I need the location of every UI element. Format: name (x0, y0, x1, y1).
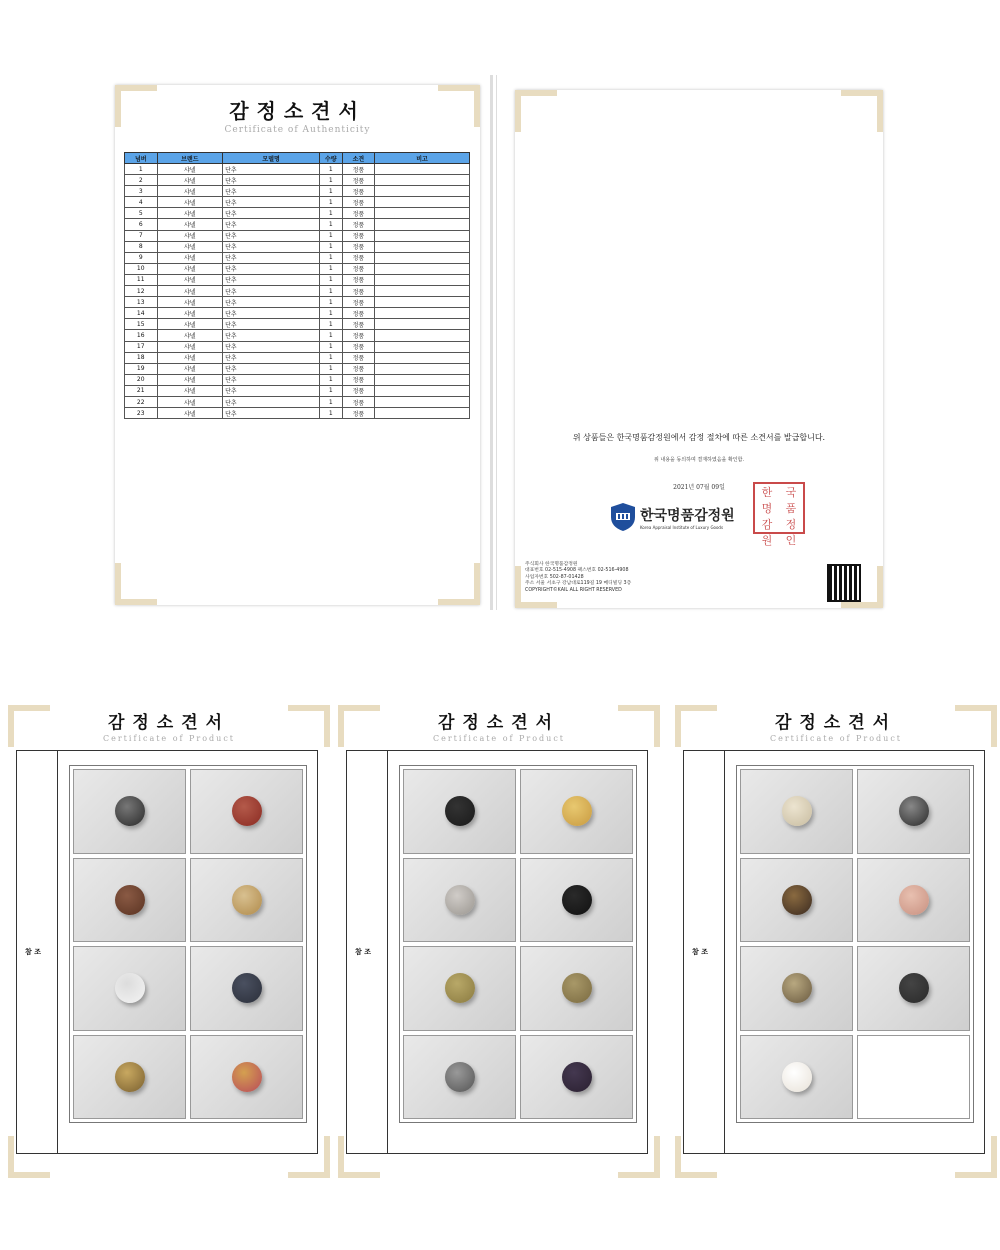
table-cell: 3 (125, 186, 158, 197)
page-subtitle: Certificate of Product (769, 734, 903, 743)
table-cell: 2 (125, 175, 158, 186)
button-item (232, 1062, 262, 1092)
issuance-page (515, 90, 883, 608)
table-cell: 샤넬 (157, 352, 223, 363)
button-item (562, 796, 592, 826)
page-subtitle: Certificate of Authenticity (224, 125, 371, 135)
table-row (125, 164, 470, 175)
side-label: 참 조 (355, 948, 371, 956)
table-cell: 1 (320, 341, 343, 352)
table-cell (375, 241, 470, 252)
photo-grid (69, 765, 307, 1123)
table-cell: 단추 (223, 252, 320, 263)
table-cell: 정품 (342, 374, 374, 385)
button-item (115, 1062, 145, 1092)
table-cell (375, 297, 470, 308)
table-row (125, 297, 470, 308)
product-photo-page (338, 705, 660, 1178)
button-item (115, 796, 145, 826)
table-cell: 샤넬 (157, 396, 223, 407)
corner-ornament (115, 563, 157, 605)
table-cell: 1 (320, 319, 343, 330)
table-cell: 1 (320, 208, 343, 219)
table-cell: 4 (125, 197, 158, 208)
table-cell: 샤넬 (157, 319, 223, 330)
table-cell: 정품 (342, 274, 374, 285)
page-subtitle: Certificate of Product (432, 734, 566, 743)
table-cell: 샤넬 (157, 219, 223, 230)
photo-grid (736, 765, 974, 1123)
table-cell: 샤넬 (157, 297, 223, 308)
table-cell: 단추 (223, 319, 320, 330)
table-cell: 정품 (342, 308, 374, 319)
table-row (125, 241, 470, 252)
table-cell: 1 (320, 374, 343, 385)
table-row (125, 385, 470, 396)
table-cell: 단추 (223, 219, 320, 230)
seal-char: 정 (785, 518, 797, 531)
photo-grid (399, 765, 637, 1123)
table-cell: 1 (320, 352, 343, 363)
table-cell: 18 (125, 352, 158, 363)
table-cell: 단추 (223, 263, 320, 274)
footer-line: 대표번호 02-515-4908 팩스번호 02-516-4908 (525, 568, 629, 574)
table-cell (375, 274, 470, 285)
table-cell: 정품 (342, 286, 374, 297)
table-cell: 1 (320, 241, 343, 252)
table-cell (375, 396, 470, 407)
column-header: 수량 (320, 153, 343, 164)
table-cell: 단추 (223, 230, 320, 241)
column-header: 비고 (375, 153, 470, 164)
button-item (445, 796, 475, 826)
table-cell: 샤넬 (157, 230, 223, 241)
org-name: 한국명품감정원 (640, 507, 735, 524)
issue-date: 2021년 07월 09일 (673, 484, 725, 491)
table-cell: 단추 (223, 175, 320, 186)
table-cell: 1 (320, 308, 343, 319)
table-cell: 정품 (342, 175, 374, 186)
table-cell: 1 (320, 164, 343, 175)
table-cell (375, 341, 470, 352)
table-cell: 단추 (223, 341, 320, 352)
table-cell: 정품 (342, 263, 374, 274)
product-photo (857, 769, 970, 854)
table-cell: 단추 (223, 374, 320, 385)
table-cell: 샤넬 (157, 408, 223, 419)
table-cell: 샤넬 (157, 374, 223, 385)
table-cell: 샤넬 (157, 341, 223, 352)
photo-frame (16, 750, 318, 1154)
official-seal (753, 482, 805, 547)
button-item (899, 973, 929, 1003)
company-footer (525, 562, 631, 594)
table-cell: 13 (125, 297, 158, 308)
side-label: 참 조 (25, 948, 41, 956)
table-cell: 5 (125, 208, 158, 219)
side-label: 참 조 (692, 948, 708, 956)
table-cell (375, 363, 470, 374)
product-photo (190, 946, 303, 1031)
button-item (899, 796, 929, 826)
column-header: 소견 (342, 153, 374, 164)
table-row (125, 374, 470, 385)
table-row (125, 396, 470, 407)
column-header: 모델명 (223, 153, 320, 164)
table-row (125, 175, 470, 186)
table-cell: 단추 (223, 208, 320, 219)
product-photo (520, 858, 633, 943)
table-cell: 샤넬 (157, 274, 223, 285)
button-item (115, 885, 145, 915)
seal-char: 감 (761, 518, 773, 531)
consent-note: 위 내용을 동의하며 결재하였음을 확인함. (653, 457, 745, 463)
table-cell: 22 (125, 396, 158, 407)
table-cell (375, 263, 470, 274)
footer-line: COPYRIGHT©KAIL ALL RIGHT RESERVED (525, 587, 622, 593)
table-cell: 21 (125, 385, 158, 396)
table-cell: 단추 (223, 352, 320, 363)
button-item (562, 885, 592, 915)
table-cell: 1 (320, 408, 343, 419)
product-photo (403, 769, 516, 854)
table-cell (375, 175, 470, 186)
table-cell: 정품 (342, 208, 374, 219)
button-item (445, 1062, 475, 1092)
table-cell: 14 (125, 308, 158, 319)
footer-line: 주소 서울 서초구 강남대로119길 19 메디빌딩 3층 (525, 581, 632, 587)
table-cell: 샤넬 (157, 197, 223, 208)
table-cell: 단추 (223, 330, 320, 341)
product-photo (190, 858, 303, 943)
product-photo (73, 1035, 186, 1120)
button-item (782, 885, 812, 915)
table-cell (375, 319, 470, 330)
column-header: 넘버 (125, 153, 158, 164)
table-cell: 15 (125, 319, 158, 330)
table-cell: 단추 (223, 186, 320, 197)
table-cell: 샤넬 (157, 286, 223, 297)
product-photo (520, 1035, 633, 1120)
button-item (445, 973, 475, 1003)
table-cell: 단추 (223, 197, 320, 208)
table-row (125, 408, 470, 419)
table-cell: 8 (125, 241, 158, 252)
table-cell: 10 (125, 263, 158, 274)
table-cell: 정품 (342, 352, 374, 363)
table-cell: 1 (320, 186, 343, 197)
button-item (115, 973, 145, 1003)
table-cell (375, 286, 470, 297)
product-photo (403, 1035, 516, 1120)
table-cell (375, 374, 470, 385)
table-row (125, 308, 470, 319)
button-item (782, 1062, 812, 1092)
table-cell: 정품 (342, 319, 374, 330)
product-photo (73, 946, 186, 1031)
product-photo (403, 858, 516, 943)
product-photo (73, 769, 186, 854)
table-row (125, 319, 470, 330)
table-cell: 단추 (223, 274, 320, 285)
table-cell: 23 (125, 408, 158, 419)
corner-ornament (438, 563, 480, 605)
footer-line: 사업자번호 502-87-01428 (525, 574, 584, 580)
page-title: 감정소견서 (437, 713, 561, 733)
seal-char: 인 (785, 534, 797, 547)
table-cell: 샤넬 (157, 330, 223, 341)
product-photo (857, 946, 970, 1031)
table-cell: 단추 (223, 408, 320, 419)
issuance-statement: 위 상품들은 한국명품감정원에서 감정 절차에 따른 소견서를 발급합니다. (572, 433, 826, 442)
shield-icon (610, 502, 636, 532)
table-cell (375, 219, 470, 230)
table-row (125, 352, 470, 363)
product-photo (520, 769, 633, 854)
button-item (232, 796, 262, 826)
table-cell: 1 (125, 164, 158, 175)
page-title: 감정소견서 (774, 713, 898, 733)
table-row (125, 286, 470, 297)
photo-frame (346, 750, 648, 1154)
product-photo (190, 1035, 303, 1120)
page-divider (490, 75, 493, 610)
org-name-en: Korea Appraisal Institute of Luxury Goods (640, 524, 724, 530)
button-item (232, 885, 262, 915)
seal-char: 품 (785, 502, 797, 515)
table-cell (375, 208, 470, 219)
table-cell: 샤넬 (157, 385, 223, 396)
table-cell: 1 (320, 175, 343, 186)
table-cell: 정품 (342, 252, 374, 263)
table-cell: 단추 (223, 308, 320, 319)
table-cell: 단추 (223, 241, 320, 252)
table-cell: 정품 (342, 297, 374, 308)
table-cell: 1 (320, 230, 343, 241)
org-logo (610, 502, 735, 532)
product-photo (73, 858, 186, 943)
product-photo (403, 946, 516, 1031)
table-cell (375, 230, 470, 241)
page-title: 감정소견서 (229, 99, 366, 123)
table-cell: 16 (125, 330, 158, 341)
table-cell: 정품 (342, 330, 374, 341)
table-cell: 샤넬 (157, 164, 223, 175)
button-item (899, 885, 929, 915)
table-cell (375, 186, 470, 197)
photo-frame (683, 750, 985, 1154)
table-cell: 7 (125, 230, 158, 241)
table-row (125, 230, 470, 241)
page-subtitle: Certificate of Product (102, 734, 236, 743)
table-row (125, 219, 470, 230)
table-row (125, 208, 470, 219)
table-cell: 1 (320, 385, 343, 396)
table-cell (375, 330, 470, 341)
button-item (782, 796, 812, 826)
table-cell: 샤넬 (157, 208, 223, 219)
table-cell: 12 (125, 286, 158, 297)
table-cell: 17 (125, 341, 158, 352)
table-row (125, 330, 470, 341)
table-cell: 단추 (223, 385, 320, 396)
table-row (125, 252, 470, 263)
table-cell: 단추 (223, 363, 320, 374)
table-row (125, 197, 470, 208)
footer-line: 주식회사 한국명품감정원 (525, 562, 578, 567)
table-cell: 19 (125, 363, 158, 374)
table-cell: 샤넬 (157, 363, 223, 374)
table-cell: 9 (125, 252, 158, 263)
certificate-list-page (115, 85, 480, 605)
product-photo (520, 946, 633, 1031)
table-cell: 정품 (342, 197, 374, 208)
table-cell (375, 308, 470, 319)
button-item (232, 973, 262, 1003)
table-cell: 20 (125, 374, 158, 385)
seal-char: 한 (761, 486, 773, 499)
table-header-row (125, 153, 470, 164)
table-cell: 11 (125, 274, 158, 285)
table-cell (375, 164, 470, 175)
table-cell: 샤넬 (157, 308, 223, 319)
table-cell (375, 408, 470, 419)
table-cell: 정품 (342, 363, 374, 374)
table-cell: 샤넬 (157, 186, 223, 197)
table-cell: 정품 (342, 164, 374, 175)
table-cell: 1 (320, 197, 343, 208)
table-cell: 1 (320, 274, 343, 285)
table-cell: 1 (320, 330, 343, 341)
button-item (562, 1062, 592, 1092)
product-photo (857, 858, 970, 943)
column-header: 브랜드 (157, 153, 223, 164)
product-photo-page (8, 705, 330, 1178)
product-photo-page (675, 705, 997, 1178)
qr-code (827, 564, 861, 602)
empty-photo-slot (857, 1035, 970, 1120)
table-cell: 샤넬 (157, 241, 223, 252)
table-cell: 1 (320, 252, 343, 263)
table-cell: 1 (320, 396, 343, 407)
seal-char: 국 (785, 486, 797, 499)
table-cell: 샤넬 (157, 252, 223, 263)
table-cell: 단추 (223, 297, 320, 308)
table-cell: 정품 (342, 408, 374, 419)
table-cell (375, 252, 470, 263)
product-photo (740, 769, 853, 854)
table-cell: 1 (320, 286, 343, 297)
table-cell: 단추 (223, 164, 320, 175)
table-row (125, 186, 470, 197)
product-photo (740, 946, 853, 1031)
table-cell: 정품 (342, 219, 374, 230)
table-row (125, 263, 470, 274)
table-cell (375, 352, 470, 363)
table-cell (375, 197, 470, 208)
product-photo (190, 769, 303, 854)
button-item (445, 885, 475, 915)
table-cell: 정품 (342, 230, 374, 241)
table-cell: 6 (125, 219, 158, 230)
table-cell: 단추 (223, 286, 320, 297)
table-cell: 정품 (342, 241, 374, 252)
table-cell: 1 (320, 263, 343, 274)
table-cell: 1 (320, 297, 343, 308)
table-cell: 1 (320, 363, 343, 374)
table-cell: 정품 (342, 186, 374, 197)
product-photo (740, 1035, 853, 1120)
corner-ornament (841, 90, 883, 132)
table-cell (375, 385, 470, 396)
table-cell: 1 (320, 219, 343, 230)
page-title: 감정소견서 (107, 713, 231, 733)
seal-char: 명 (761, 502, 773, 515)
table-body (125, 164, 470, 419)
table-cell: 정품 (342, 396, 374, 407)
page-divider (496, 75, 497, 610)
button-item (562, 973, 592, 1003)
table-cell: 샤넬 (157, 175, 223, 186)
corner-ornament (515, 90, 557, 132)
product-photo (740, 858, 853, 943)
table-cell: 단추 (223, 396, 320, 407)
table-cell: 샤넬 (157, 263, 223, 274)
table-cell: 정품 (342, 385, 374, 396)
items-table (124, 152, 470, 419)
table-row (125, 363, 470, 374)
button-item (782, 973, 812, 1003)
seal-char: 원 (761, 534, 773, 547)
table-row (125, 341, 470, 352)
table-row (125, 274, 470, 285)
table-cell: 정품 (342, 341, 374, 352)
